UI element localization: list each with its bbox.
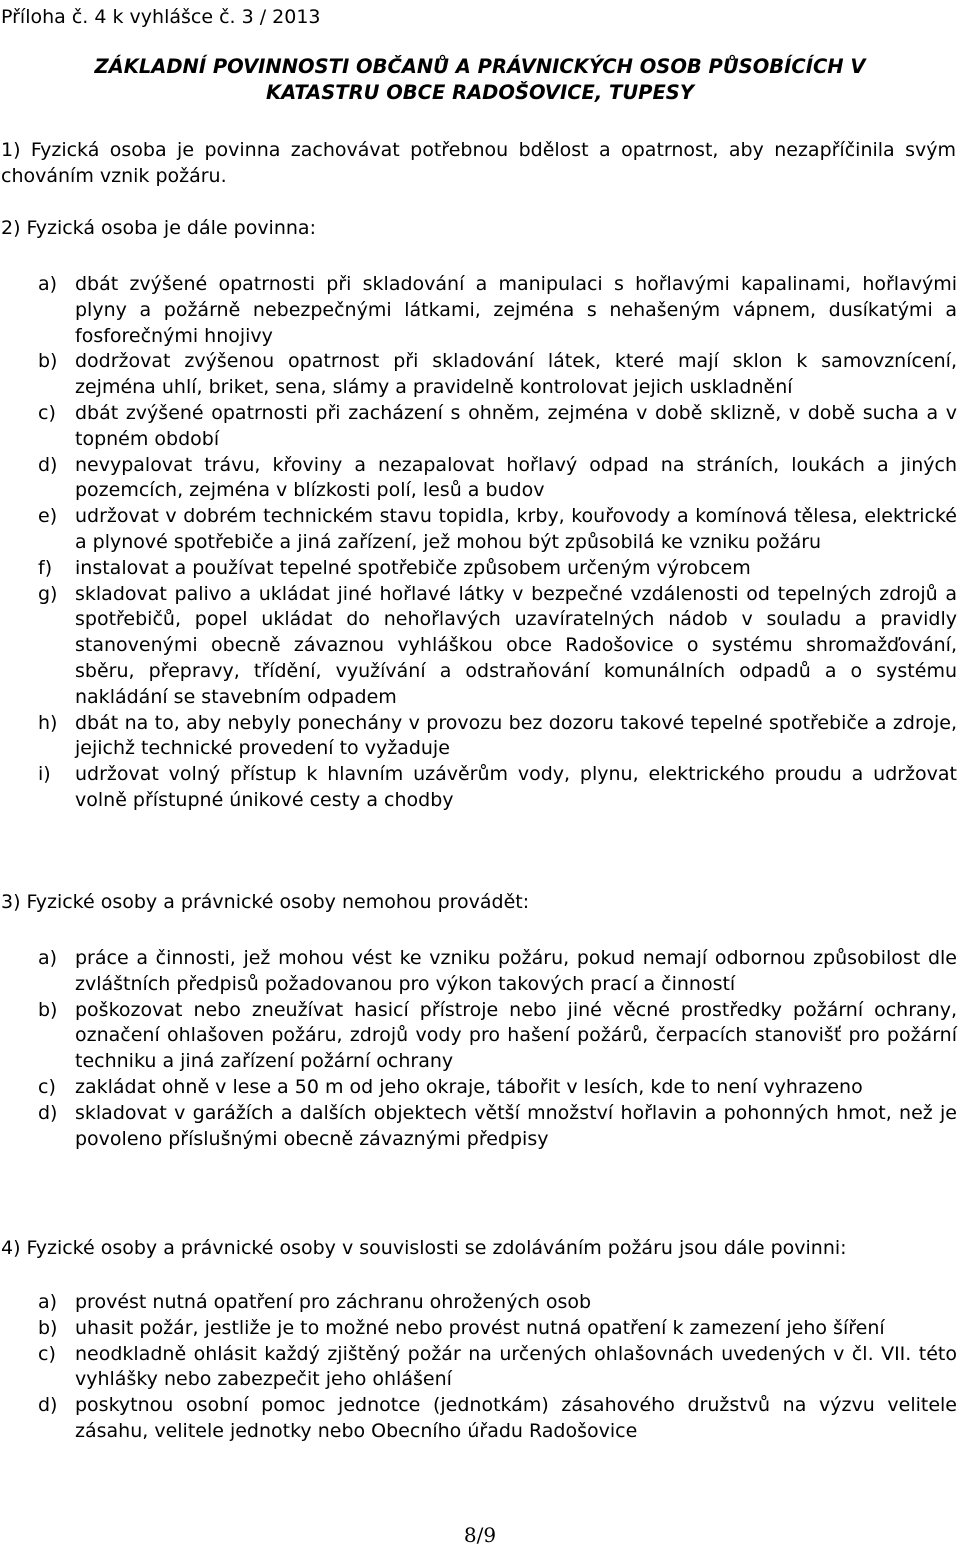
list-item-text: poškozovat nebo zneužívat hasicí přístroje nebo jiné věcné prostředky požární ochrany, označení ohlašoven požáru, zdrojů vody pro hašení požárů, čerpacích stanovišť pro požární techniku a jiná zařízení požární ochrany (75, 998, 957, 1073)
list-item-marker: e) (38, 505, 58, 528)
list-item-text: udržovat v dobrém technickém stavu topidla, krby, kouřovody a komínová tělesa, elektrické a plynové spotřebiče a jiná zařízení, jež mohou být způsobilá ke vzniku požáru (75, 505, 957, 553)
list-item (0, 998, 957, 1075)
list-item (0, 711, 957, 763)
list-item-text: provést nutná opatření pro záchranu ohrožených osob (75, 1291, 592, 1313)
list-item-marker: c) (38, 1075, 56, 1098)
list-item-marker: b) (38, 1316, 58, 1339)
list-item (0, 946, 957, 998)
list-item-text: nevypalovat trávu, křoviny a nezapalovat hořlavý odpad na stráních, loukách a jiných pozemcích, zejména v blízkosti polí, lesů a budov (75, 453, 957, 502)
list-item-text: instalovat a používat tepelné spotřebiče způsobem určeným výrobcem (75, 556, 751, 579)
list-item (0, 401, 957, 453)
list-item-marker: h) (38, 711, 58, 734)
list-item (0, 1075, 957, 1101)
list-item-text: neodkladně ohlásit každý zjištěný požár na určených ohlašovnách uvedených v čl. VII. této vyhlášky nebo zabezpečit jeho ohlášení (75, 1342, 957, 1391)
list-item (0, 762, 957, 814)
section-2-heading: 2) Fyzická osoba je dále povinna: (1, 217, 316, 239)
list-item-marker: c) (38, 401, 56, 424)
section-4-list (0, 1290, 957, 1445)
list-item-text: dbát zvýšené opatrnosti při zacházení s ohněm, zejména v době sklizně, v době sucha a v topném období (75, 401, 957, 450)
list-item (0, 349, 957, 401)
list-item-marker: f) (38, 556, 53, 579)
list-item-marker: b) (38, 350, 58, 373)
list-item-marker: c) (38, 1342, 56, 1365)
list-item-text: dodržovat zvýšenou opatrnost při skladování látek, které mají sklon k samovznícení, zejména uhlí, briket, sena, slámy a pravidelně kontrolovat jejich uskladnění (75, 350, 957, 399)
list-item-marker: i) (38, 763, 51, 786)
list-item-marker: a) (38, 273, 58, 295)
list-item-text: udržovat volný přístup k hlavním uzávěrům vody, plynu, elektrického proudu a udržovat volně přístupné únikové cesty a chodby (75, 763, 957, 811)
section-2-list (0, 272, 957, 814)
list-item-marker: g) (38, 582, 58, 605)
page-number: 8/9 (463, 1523, 497, 1547)
list-item-marker: d) (38, 453, 58, 476)
list-item (0, 582, 957, 711)
list-item-marker: d) (38, 1101, 58, 1124)
section-4-heading: 4) Fyzické osoby a právnické osoby v souvislosti se zdoláváním požáru jsou dále povinni: (1, 1237, 847, 1259)
section-1-paragraph: 1) Fyzická osoba je povinna zachovávat potřebnou bdělost a opatrnost, aby nezapříčinila svým chováním vznik požáru. (1, 139, 956, 187)
list-item-text: práce a činnosti, jež mohou vést ke vzniku požáru, pokud nemají odbornou způsobilost dle zvláštních předpisů požadovanou pro výkon takových prací a činností (75, 947, 957, 995)
section-3-list (0, 946, 957, 1152)
list-item-text: dbát na to, aby nebyly ponechány v provozu bez dozoru takové tepelné spotřebiče a zdroje, jejichž technické provedení to vyžaduje (75, 711, 957, 760)
list-item (0, 1393, 957, 1445)
list-item (0, 1342, 957, 1394)
list-item-marker: a) (38, 1291, 58, 1313)
list-item (0, 453, 957, 505)
list-item-marker: b) (38, 998, 58, 1021)
document-title-line-2: KATASTRU OBCE RADOŠOVICE, TUPESY (266, 81, 694, 104)
list-item (0, 1316, 957, 1342)
list-item-text: zakládat ohně v lese a 50 m od jeho okraje, tábořit v lesích, kde to není vyhrazeno (75, 1075, 863, 1098)
list-item (0, 1101, 957, 1153)
list-item (0, 556, 957, 582)
list-item (0, 504, 957, 556)
list-item-text: skladovat v garážích a dalších objektech větší množství hořlavin a pohonných hmot, než je povoleno příslušnými obecně závaznými předpisy (75, 1101, 957, 1150)
list-item-text: skladovat palivo a ukládat jiné hořlavé látky v bezpečné vzdálenosti od tepelných zdrojů a spotřebičů, popel ukládat do nehořlavých uzavíratelných nádob v souladu a pravidly stanovenými obecně závaznou vyhláškou obce Radošovice o systému shromažďování, sběru, přepravy, třídění, využívání a odstraňování komunálních odpadů a o systému nakládání se stavebním odpadem (75, 582, 957, 708)
list-item (0, 1290, 957, 1316)
list-item-text: dbát zvýšené opatrnosti při skladování a manipulaci s hořlavými kapalinami, hořlavými plyny a požárně nebezpečnými látkami, zejména s nehašeným vápnem, dusíkatými a fosforečnými hnojivy (75, 273, 957, 347)
document-title-line-1: ZÁKLADNÍ POVINNOSTI OBČANŮ A PRÁVNICKÝCH OSOB PŮSOBÍCÍCH V (94, 55, 866, 78)
attachment-reference: Příloha č. 4 k vyhlášce č. 3 / 2013 (1, 6, 321, 28)
list-item-marker: a) (38, 947, 58, 969)
list-item (0, 272, 957, 349)
section-3-heading: 3) Fyzické osoby a právnické osoby nemohou provádět: (1, 891, 530, 913)
list-item-marker: d) (38, 1394, 58, 1417)
list-item-text: uhasit požár, jestliže je to možné nebo provést nutná opatření k zamezení jeho šíření (75, 1316, 885, 1339)
document-title (0, 54, 960, 106)
list-item-text: poskytnou osobní pomoc jednotce (jednotkám) zásahového družstvů na výzvu velitele zásahu, velitele jednotky nebo Obecního úřadu Radošovice (75, 1394, 957, 1442)
